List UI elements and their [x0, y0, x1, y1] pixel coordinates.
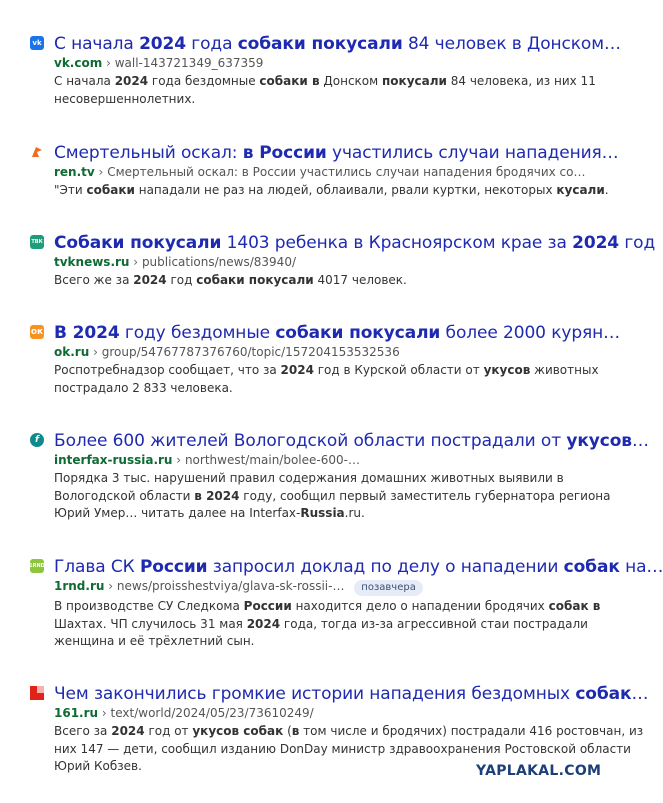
result-domain[interactable]: 1rnd.ru — [54, 579, 105, 593]
breadcrumb-separator: › — [93, 345, 98, 359]
result-title[interactable] — [54, 33, 621, 55]
breadcrumb-separator: › — [176, 453, 182, 467]
result-url[interactable] — [54, 55, 263, 71]
text-run: том числе и бродячих) пострадали 416 ростовчан, из — [299, 724, 644, 738]
highlighted-text: в — [291, 724, 300, 738]
watermark: YAPLAKAL.COM — [476, 763, 602, 779]
text-run: Смертельный оскал: — [54, 143, 243, 163]
text-run: … — [631, 684, 649, 704]
snippet-line — [54, 741, 631, 759]
result-url[interactable] — [54, 344, 400, 360]
result-title[interactable] — [54, 683, 648, 705]
snippet-line — [54, 182, 609, 200]
result-title[interactable] — [54, 322, 620, 344]
highlighted-text: в России — [242, 143, 327, 163]
1rnd-logo-icon: 1RND — [30, 559, 44, 573]
text-run: Всего за — [54, 724, 112, 738]
text-run: В производстве СУ Следкома — [54, 599, 244, 613]
interfax-logo-icon: f — [30, 433, 44, 447]
text-run: находится дело о нападении бродячих — [291, 599, 549, 613]
result-title[interactable] — [54, 556, 663, 578]
result-path: news/proisshestviya/glava-sk-rossii-… — [116, 579, 345, 593]
text-run: 4017 человек. — [313, 273, 407, 287]
ren-tv-logo-icon — [30, 145, 44, 159]
result-url[interactable] — [54, 705, 314, 721]
result-domain[interactable]: ok.ru — [54, 345, 90, 359]
result-title[interactable] — [54, 232, 655, 254]
result-path: text/world/2024/05/23/73610249/ — [110, 706, 314, 720]
text-run: "Эти — [54, 183, 87, 197]
text-run: С начала — [54, 34, 140, 54]
result-path: publications/news/83940/ — [141, 255, 296, 269]
snippet-line — [54, 633, 594, 651]
result-title[interactable] — [54, 430, 649, 452]
result-domain[interactable]: tvknews.ru — [54, 255, 130, 269]
text-run: нападали не раз на людей, облаивали, рвали куртки, некоторых — [134, 183, 557, 197]
text-run: год — [166, 273, 197, 287]
text-run: запросил доклад по делу о нападении — [207, 557, 564, 577]
result-snippet — [54, 362, 599, 397]
text-run: Шахтах. ЧП случилось 31 мая — [54, 616, 247, 631]
text-run: Юрий Умер… читать далее на Interfax- — [54, 506, 301, 520]
snippet-line — [54, 91, 594, 109]
highlighted-text: собак — [563, 557, 620, 577]
result-snippet — [54, 598, 601, 651]
text-run: Вологодской области — [54, 488, 195, 503]
snippet-line — [54, 616, 594, 634]
breadcrumb-separator: › — [101, 706, 107, 720]
highlighted-text: 2024 — [114, 74, 149, 88]
result-snippet — [54, 73, 594, 108]
text-run: 84 человека, из них 11 — [446, 74, 596, 88]
breadcrumb-separator: › — [98, 165, 104, 179]
text-run: женщина и её трёхлетний сын. — [54, 634, 255, 648]
text-run: Роспотребнадзор сообщает, что за — [54, 363, 281, 377]
highlighted-text: укусов собак — [192, 724, 284, 738]
result-snippet — [54, 470, 611, 523]
text-run: на… — [619, 557, 663, 577]
text-run: них 147 — дети, сообщил изданию DonDay министр здравоохранения Ростовской области — [54, 741, 631, 756]
highlighted-text: Russia — [300, 506, 345, 520]
highlighted-text: 2024 — [246, 616, 281, 631]
highlighted-text: в 2024 — [194, 488, 240, 503]
result-path: group/54767787376760/topic/157204153532536 — [101, 345, 400, 359]
text-run: 1403 ребенка в Красноярском крае за — [221, 233, 573, 253]
text-run: год — [619, 233, 656, 253]
161-logo-icon — [30, 686, 44, 700]
result-domain[interactable]: 161.ru — [54, 706, 99, 720]
tvk-logo-icon: ТВК — [30, 235, 44, 249]
result-url[interactable] — [54, 452, 360, 468]
highlighted-text: собаки покусали — [196, 273, 314, 287]
highlighted-text: собак в — [548, 599, 601, 613]
text-run: Глава СК — [54, 557, 140, 577]
text-run: более 2000 курян… — [440, 323, 621, 343]
highlighted-text: укусов — [483, 363, 531, 377]
text-run: года бездомные — [148, 74, 260, 88]
text-run: ( — [283, 724, 292, 738]
text-run: … — [631, 431, 649, 451]
text-run: С начала — [54, 74, 115, 88]
result-url[interactable] — [54, 164, 586, 180]
highlighted-text: 2024 — [111, 724, 145, 738]
text-run: животных — [530, 363, 599, 377]
snippet-line — [54, 598, 601, 616]
text-run: .ru. — [344, 506, 365, 520]
result-title[interactable] — [54, 142, 619, 164]
vk-logo-icon: vk — [30, 36, 44, 50]
highlighted-text: 2024 — [280, 363, 314, 377]
text-run: несовершеннолетних. — [54, 91, 196, 106]
text-run: Порядка 3 тыс. нарушений правил содержания домашних животных выявили в — [54, 471, 564, 485]
highlighted-text: России — [139, 557, 208, 577]
text-run: году бездомные — [119, 323, 276, 343]
text-run: Более 600 жителей Вологодской области пострадали от — [54, 431, 567, 451]
result-path: northwest/main/bolee-600-… — [184, 453, 360, 467]
snippet-line — [54, 380, 594, 398]
ok-logo-icon: ок — [30, 327, 44, 337]
snippet-line — [54, 73, 594, 91]
result-snippet — [54, 272, 594, 290]
highlighted-text: 2024 — [139, 34, 186, 54]
text-run: 84 человек в Донском… — [402, 34, 621, 54]
snippet-line — [54, 272, 594, 290]
text-run: Юрий Кобзев. — [54, 759, 142, 773]
result-domain[interactable]: ren.tv — [54, 165, 95, 179]
highlighted-text: 2024 — [133, 273, 167, 287]
highlighted-text: Собаки покусали — [54, 233, 222, 253]
date-badge: позавчера — [354, 580, 423, 596]
highlighted-text: кусали — [556, 183, 605, 197]
highlighted-text: России — [243, 599, 292, 613]
text-run: Всего же за — [54, 273, 134, 287]
result-domain[interactable]: interfax-russia.ru — [54, 453, 173, 467]
snippet-line — [54, 362, 599, 380]
text-run: году, сообщил первый заместитель губернатора региона — [239, 488, 611, 503]
snippet-line — [54, 723, 644, 741]
text-run: год от — [144, 724, 193, 738]
snippet-line — [54, 488, 611, 506]
highlighted-text: 2024 — [572, 233, 620, 253]
result-path: Смертельный оскал: в России участились случаи нападения бродячих со… — [107, 165, 586, 179]
result-domain[interactable]: vk.com — [54, 56, 103, 70]
text-run: . — [604, 183, 609, 197]
highlighted-text: укусов — [566, 431, 632, 451]
highlighted-text: собаки покусали — [275, 323, 441, 343]
result-url[interactable] — [54, 578, 423, 596]
text-run: участились случаи нападения… — [326, 143, 619, 163]
text-run: года, тогда из-за агрессивной стаи пострадали — [280, 616, 588, 631]
snippet-line — [54, 470, 594, 488]
highlighted-text: покусали — [382, 74, 447, 88]
highlighted-text: собаки — [86, 183, 135, 197]
highlighted-text: собаки покусали — [237, 34, 403, 54]
breadcrumb-separator: › — [106, 56, 111, 70]
breadcrumb-separator: › — [133, 255, 139, 269]
text-run: пострадало 2 833 человека. — [54, 380, 233, 395]
result-url[interactable] — [54, 254, 296, 270]
text-run: год в Курской области от — [313, 363, 484, 377]
text-run: года — [185, 34, 238, 54]
result-snippet — [54, 182, 609, 200]
breadcrumb-separator: › — [108, 579, 114, 593]
result-path: wall-143721349_637359 — [114, 56, 264, 70]
highlighted-text: собак — [575, 684, 632, 704]
text-run: Донском — [319, 74, 383, 88]
highlighted-text: В 2024 — [54, 323, 120, 343]
highlighted-text: собаки в — [259, 74, 320, 88]
text-run: Чем закончились громкие истории нападения бездомных — [54, 684, 576, 704]
snippet-line — [54, 505, 594, 523]
